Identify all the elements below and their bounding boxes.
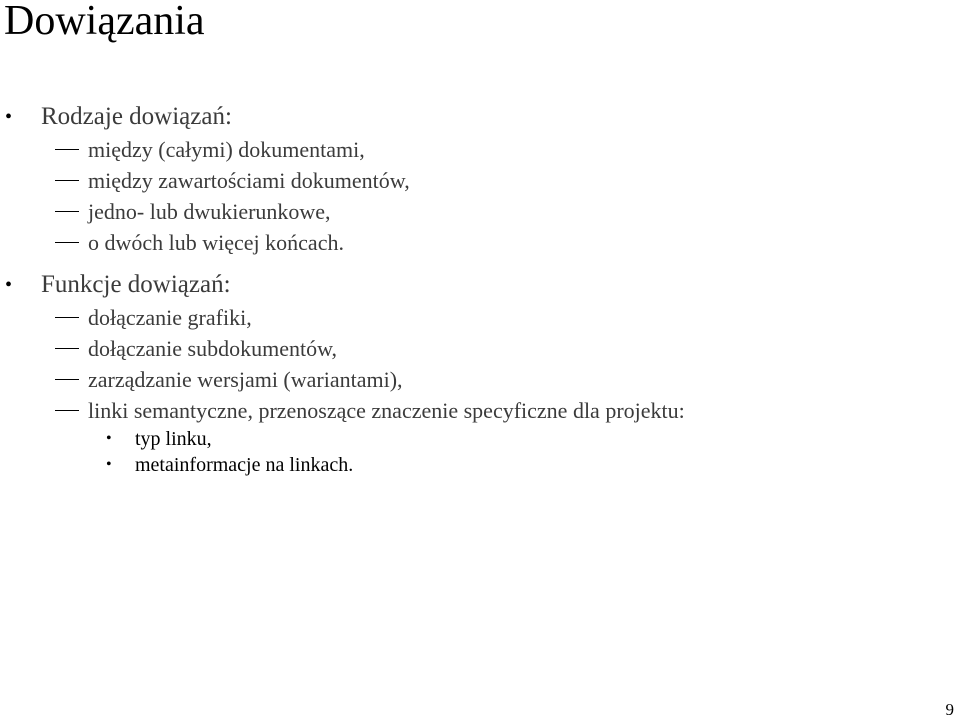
list-item-text: dołączanie subdokumentów, [88, 336, 338, 361]
list-item [0, 333, 950, 364]
list-item [0, 302, 950, 333]
sub-list-item-text: typ linku, [135, 428, 212, 450]
section-heading-text: Rodzaje dowiązań: [41, 103, 232, 130]
section-heading-text: Funkcje dowiązań: [41, 271, 231, 298]
dash-icon [55, 379, 79, 380]
dash-icon [55, 180, 79, 181]
page-number: 9 [945, 700, 954, 719]
list-item-text: linki semantyczne, przenoszące znaczenie specyficzne dla projektu: [88, 398, 685, 423]
bullet-icon: • [5, 274, 13, 296]
bullet-icon: • [106, 456, 112, 473]
slide-title: Dowiązania [4, 0, 205, 44]
dash-icon [55, 348, 79, 349]
list-item-text: jedno- lub dwukierunkowe, [88, 199, 331, 224]
list-item [0, 364, 950, 395]
bullet-icon: • [106, 430, 112, 447]
dash-icon [55, 410, 79, 411]
sub-list-item [0, 426, 950, 452]
list-item [0, 134, 950, 165]
list-item-text: zarządzanie wersjami (wariantami), [88, 367, 403, 392]
list-item-text: dołączanie grafiki, [88, 305, 252, 330]
sub-list-item-text: metainformacje na linkach. [135, 454, 354, 476]
list-item-text: o dwóch lub więcej końcach. [88, 230, 344, 255]
list-item [0, 395, 950, 426]
list-item [0, 196, 950, 227]
dash-icon [55, 211, 79, 212]
section-heading [0, 268, 950, 302]
list-item [0, 227, 950, 258]
bullet-icon: • [5, 106, 13, 128]
dash-icon [55, 149, 79, 150]
list-item-text: między (całymi) dokumentami, [88, 137, 365, 162]
section-types [0, 100, 950, 258]
dash-icon [55, 242, 79, 243]
list-item-text: między zawartościami dokumentów, [88, 168, 410, 193]
list-item [0, 165, 950, 196]
section-functions [0, 268, 950, 478]
sub-list-item [0, 452, 950, 478]
section-heading [0, 100, 950, 134]
dash-icon [55, 317, 79, 318]
